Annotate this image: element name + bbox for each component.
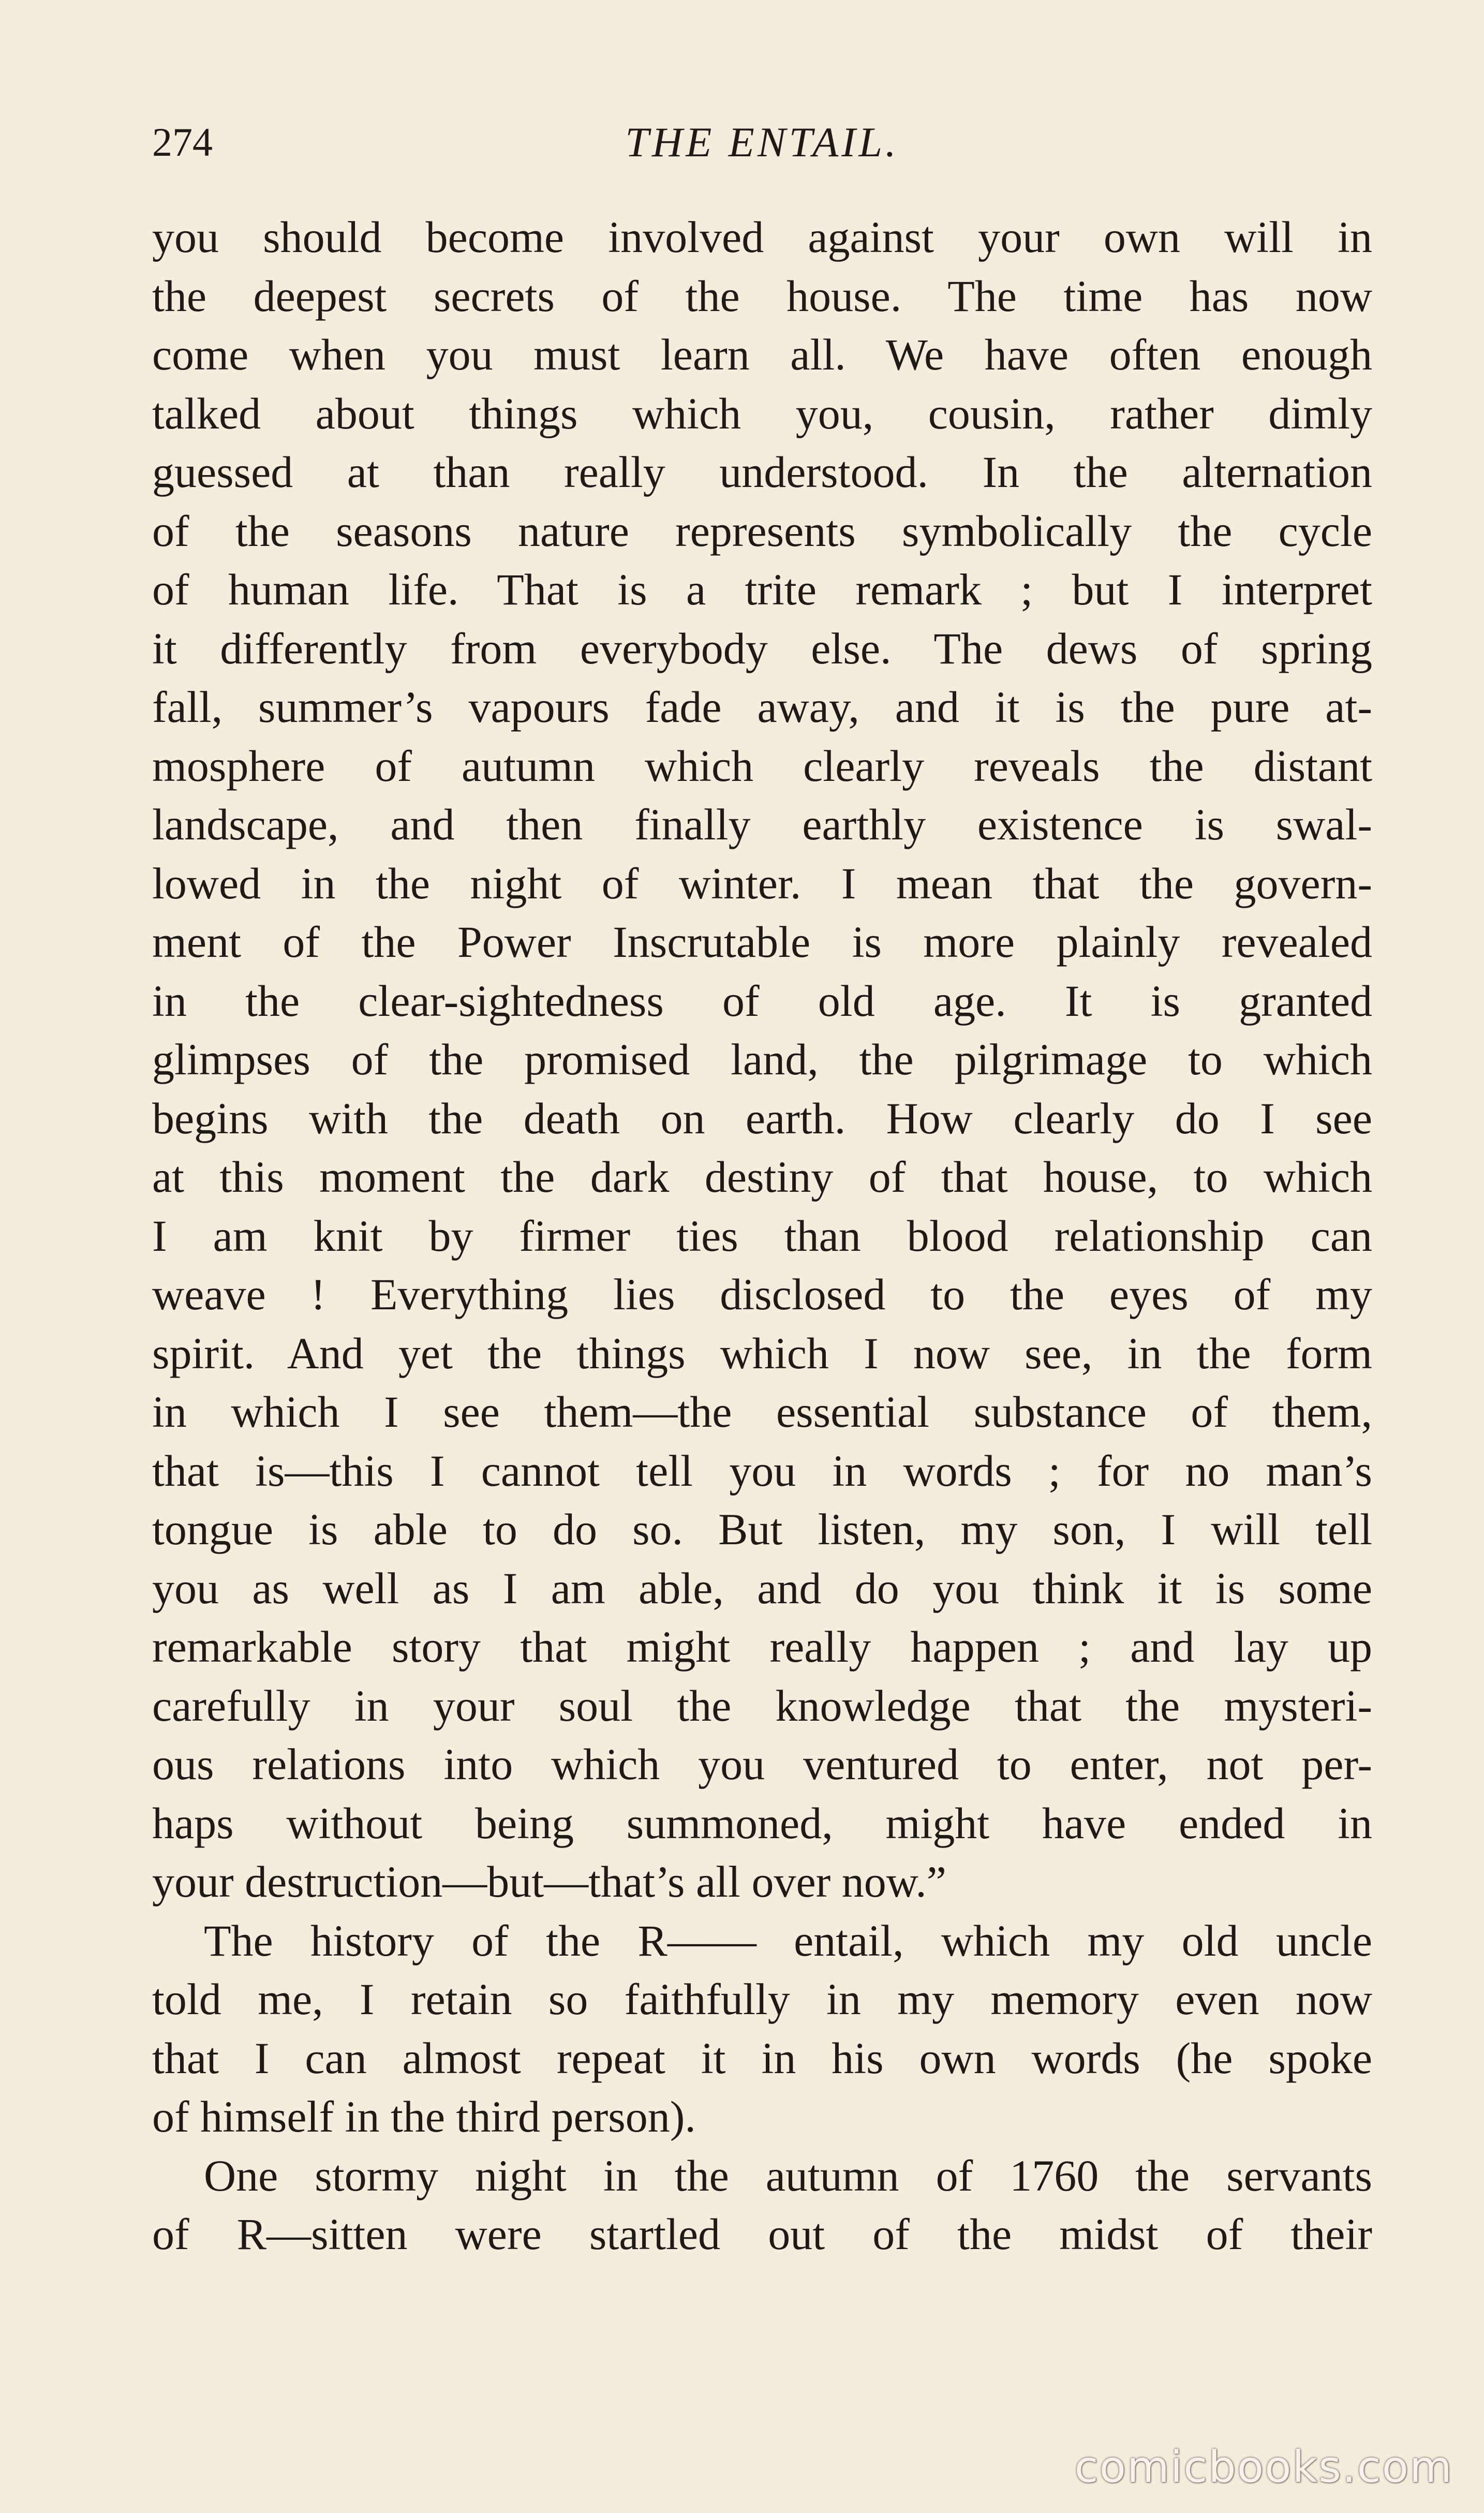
text-line: spirit. And yet the things which I now see, in the form [152,1328,1372,1378]
text-line: fall, summer’s vapours fade away, and it is the pure at- [152,682,1372,732]
text-line: remarkable story that might really happen ; and lay up [152,1622,1372,1672]
text-line: of human life. That is a trite remark ; but I interpret [152,565,1372,614]
text-line: you should become involved against your own will in [152,212,1372,262]
text-line: of the seasons nature represents symbolically the cycle [152,506,1372,556]
text-line: you as well as I am able, and do you think it is some [152,1563,1372,1613]
text-line: it differently from everybody else. The dews of spring [152,623,1372,673]
text-line: of himself in the third person). [152,2092,696,2141]
text-line: that I can almost repeat it in his own words (he spoke [152,2033,1372,2083]
text-line: begins with the death on earth. How clearly do I see [152,1093,1372,1143]
text-line: landscape, and then finally earthly existence is swal- [152,800,1372,849]
text-line: guessed at than really understood. In the alternation [152,447,1372,497]
text-line: your destruction—but—that’s all over now.” [152,1857,946,1906]
watermark: comicbooks.com [1074,2442,1453,2492]
text-line: The history of the R—— entail, which my old uncle [204,1915,1372,1965]
text-line: that is—this I cannot tell you in words ; for no man’s [152,1445,1372,1496]
text-line: haps without being summoned, might have ended in [152,1798,1372,1848]
text-line: come when you must learn all. We have often enough [152,330,1372,379]
running-title: THE ENTAIL. [625,119,899,166]
text-line: ous relations into which you ventured to enter, not per- [152,1739,1372,1789]
text-line: mosphere of autumn which clearly reveals the distant [152,741,1372,791]
text-line: of R—sitten were startled out of the midst of their [152,2209,1372,2259]
text-line: One stormy night in the autumn of 1760 the servants [204,2150,1372,2200]
page-number: 274 [152,120,213,165]
text-line: told me, I retain so faithfully in my memory even now [152,1974,1372,2024]
text-line: in the clear-sightedness of old age. It is granted [152,975,1372,1026]
text-line: in which I see them—the essential substance of them, [152,1387,1372,1437]
text-line: talked about things which you, cousin, rather dimly [152,388,1372,438]
text-line: weave ! Everything lies disclosed to the eyes of my [152,1269,1372,1319]
text-line: ment of the Power Inscrutable is more plainly revealed [152,917,1372,967]
text-line: lowed in the night of winter. I mean that the govern- [152,858,1372,908]
page-header [152,111,1372,173]
body-text [152,208,1372,2264]
text-line: the deepest secrets of the house. The time has now [152,271,1372,321]
text-line: carefully in your soul the knowledge that the mysteri- [152,1680,1372,1731]
text-line: I am knit by firmer ties than blood relationship can [152,1210,1372,1261]
text-line: tongue is able to do so. But listen, my son, I will tell [152,1504,1372,1554]
text-line: glimpses of the promised land, the pilgrimage to which [152,1034,1372,1084]
text-line: at this moment the dark destiny of that house, to which [152,1152,1372,1202]
